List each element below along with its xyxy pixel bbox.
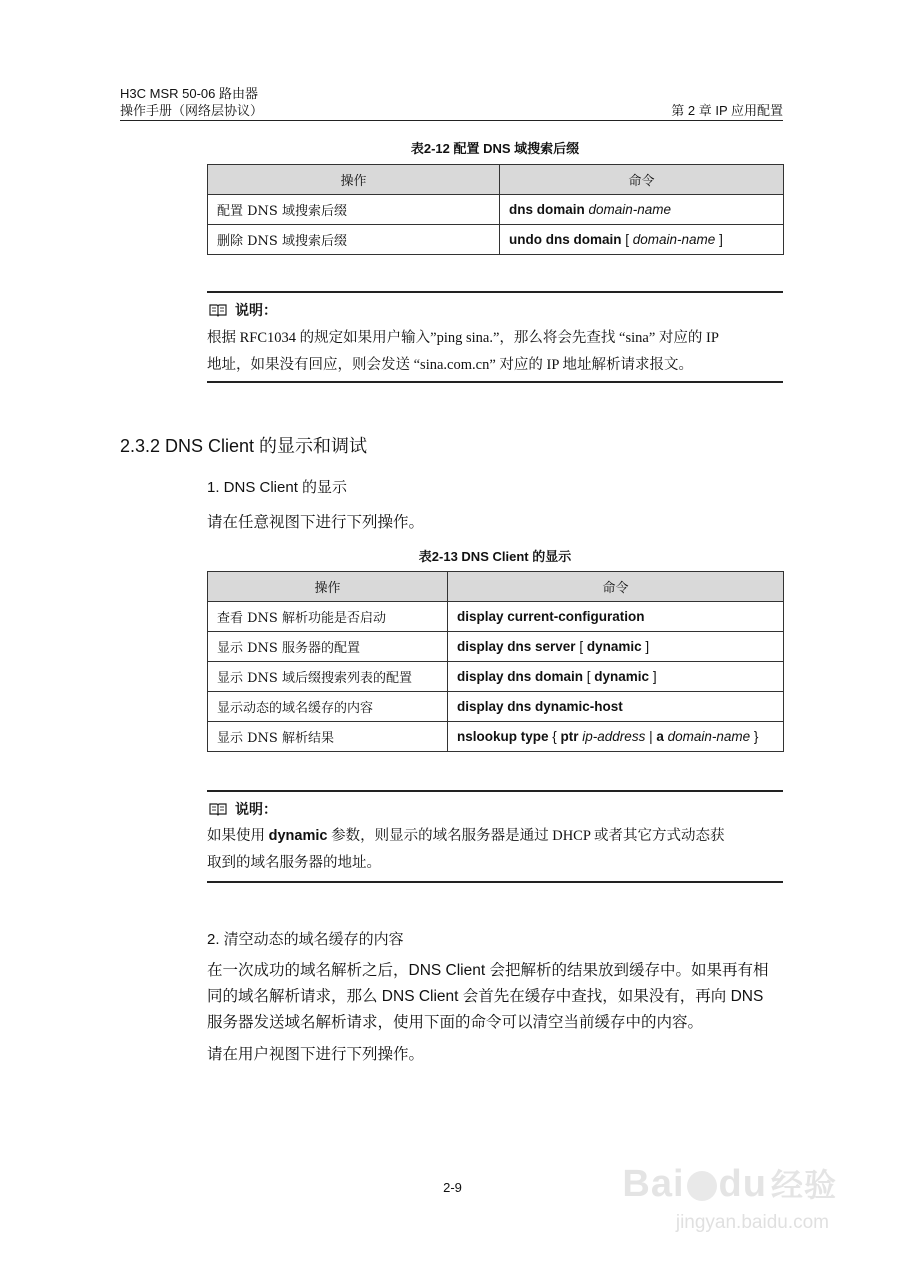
table13-col-cmd: 命令 (448, 572, 784, 602)
cmd-option: dynamic (586, 639, 642, 654)
table13-cmd-3: display dns domain [ dynamic ] (448, 662, 784, 692)
note1-body (207, 325, 783, 379)
watermark-brand-b: du (718, 1163, 767, 1205)
table13-op-1: 查看 DNS 解析功能是否启动 (208, 602, 448, 632)
table-row (208, 632, 784, 662)
cmd-keyword: a (656, 729, 664, 744)
page-number: 2-9 (443, 1180, 462, 1195)
table-row (208, 722, 784, 752)
table-row (208, 662, 784, 692)
body-line-1: 在一次成功的域名解析之后，DNS Client 会把解析的结果放到缓存中。如果再有相 (207, 962, 769, 979)
subsection-2-heading: 2. 清空动态的域名缓存的内容 (207, 931, 404, 948)
note2-top-rule (207, 790, 783, 792)
cmd-keyword: ptr (560, 729, 579, 744)
cmd-keyword: display current-configuration (457, 609, 645, 624)
cmd-bracket: | (645, 729, 657, 744)
table13-cmd-5 (448, 722, 784, 752)
note1-bottom-rule (207, 381, 783, 383)
note2-heading (209, 799, 277, 819)
table13-cmd-1 (448, 602, 784, 632)
note1-line2: 地址，如果没有回应，则会发送 “sina.com.cn” 对应的 IP 地址解析请求报文。 (207, 357, 693, 373)
note2-post: 参数，则显示的域名服务器是通过 DHCP 或者其它方式动态获 (327, 828, 725, 844)
note2-keyword: dynamic (268, 828, 328, 844)
note2-pre: 如果使用 (207, 828, 269, 844)
header-chapter: 第 2 章 IP 应用配置 (671, 103, 783, 118)
baidu-watermark (613, 1160, 843, 1260)
book-icon (209, 303, 227, 317)
header-rule (120, 120, 783, 121)
table13-col-op: 操作 (208, 572, 448, 602)
table13-op-3: 显示 DNS 域后缀搜索列表的配置 (208, 662, 448, 692)
table13-header-row (208, 572, 784, 602)
intro-text-1: 请在任意视图下进行下列操作。 (207, 514, 425, 531)
watermark-url: jingyan.baidu.com (675, 1212, 829, 1233)
note1-title: 说明： (235, 302, 277, 318)
table12-col-op: 操作 (208, 165, 500, 195)
cmd-arg: ip-address (578, 729, 646, 744)
table12-caption: 表2-12 配置 DNS 域搜索后缀 (410, 141, 580, 156)
note2-line1 (207, 823, 783, 850)
cmd-arg: domain-name (584, 202, 672, 217)
cmd-bracket: ] (715, 232, 723, 247)
cmd-keyword: display dns dynamic-host (457, 699, 623, 714)
table12-cmd-1 (500, 195, 784, 225)
note2-title: 说明： (235, 801, 277, 817)
cmd-keyword: display dns server (457, 639, 576, 654)
table12-header-row (208, 165, 784, 195)
note1-top-rule (207, 291, 783, 293)
cmd-keyword: nslookup type (457, 729, 549, 744)
table13 (207, 571, 784, 752)
note1-heading (209, 300, 277, 320)
cmd-bracket: } (750, 729, 759, 744)
paw-icon (687, 1171, 717, 1201)
body-paragraph (207, 958, 783, 1036)
body-line-3: 服务器发送域名解析请求，使用下面的命令可以清空当前缓存中的内容。 (207, 1014, 704, 1031)
table-row (208, 225, 784, 255)
note2-bottom-rule (207, 881, 783, 883)
table-row (208, 602, 784, 632)
book-icon (209, 802, 227, 816)
body-line-2: 同的域名解析请求，那么 DNS Client 会首先在缓存中查找，如果没有，再向 DNS (207, 988, 764, 1005)
table13-op-4: 显示动态的域名缓存的内容 (208, 692, 448, 722)
table12 (207, 164, 784, 255)
table13-op-2: 显示 DNS 服务器的配置 (208, 632, 448, 662)
section-heading: 2.3.2 DNS Client 的显示和调试 (120, 436, 368, 456)
header-manual: 操作手册（网络层协议） (120, 103, 264, 118)
table12-op-1: 配置 DNS 域搜索后缀 (208, 195, 500, 225)
table12-cmd-2 (500, 225, 784, 255)
cmd-arg: domain-name (663, 729, 751, 744)
intro-text-2: 请在用户视图下进行下列操作。 (207, 1046, 425, 1063)
table13-caption: 表2-13 DNS Client 的显示 (418, 549, 572, 564)
cmd-option: dynamic (594, 669, 650, 684)
cmd-keyword: undo dns domain (509, 232, 622, 247)
table13-cmd-2: display dns server [ dynamic ] (448, 632, 784, 662)
note1-line1: 根据 RFC1034 的规定如果用户输入”ping sina.”，那么将会先查找 “sina” 对应的 IP (207, 330, 719, 346)
cmd-keyword: display dns domain (457, 669, 584, 684)
note2-line2: 取到的域名服务器的地址。 (207, 855, 381, 871)
table12-op-2: 删除 DNS 域搜索后缀 (208, 225, 500, 255)
watermark-brand-c: 经验 (770, 1167, 837, 1203)
cmd-arg: domain-name (632, 232, 716, 247)
note2-body (207, 823, 783, 877)
table13-op-5: 显示 DNS 解析结果 (208, 722, 448, 752)
header-product: H3C MSR 50-06 路由器 (120, 86, 258, 101)
table12-col-cmd: 命令 (500, 165, 784, 195)
cmd-keyword: dns domain (509, 202, 585, 217)
subsection-1-heading: 1. DNS Client 的显示 (207, 479, 348, 496)
table-row (208, 692, 784, 722)
table-row (208, 195, 784, 225)
table13-cmd-4 (448, 692, 784, 722)
watermark-brand-a: Bai (622, 1163, 685, 1205)
cmd-bracket: { (548, 729, 561, 744)
cmd-bracket: [ (621, 232, 633, 247)
watermark-logo (622, 1160, 837, 1206)
